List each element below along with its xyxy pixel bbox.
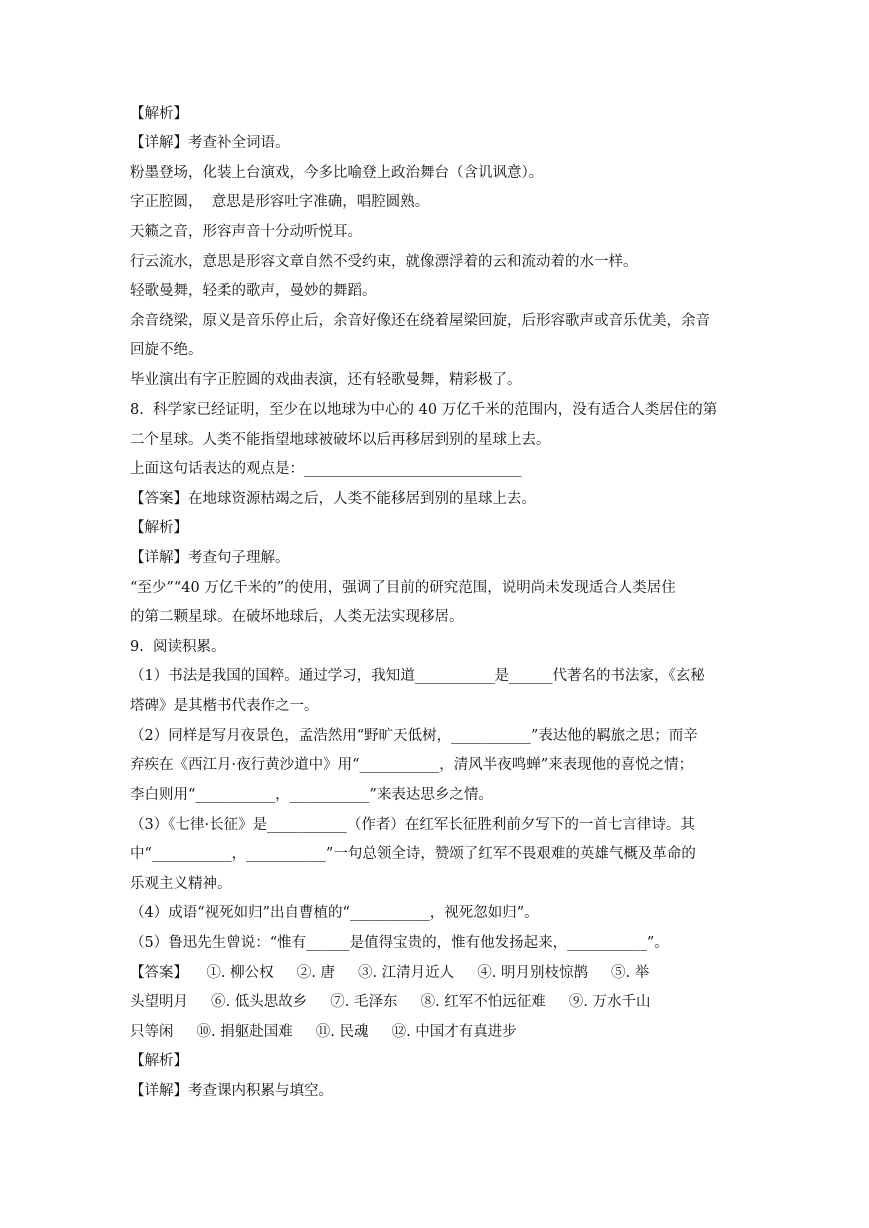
text-line: 乐观主义精神。	[130, 876, 232, 892]
text-line: 轻歌曼舞，轻柔的歌声，曼妙的舞蹈。	[130, 283, 377, 299]
text-line: 李白则用“___________，___________”来表达思乡之情。	[130, 787, 493, 803]
text-line: 只等闲 ⑩. 捐躯赴国难 ⑪. 民魂 ⑫. 中国才有真进步	[130, 1024, 517, 1040]
text-line: 【解析】	[130, 520, 188, 536]
text-line: （2）同样是写月夜景色，孟浩然用“野旷天低树，___________”表达他的羁旅之思；而辛	[130, 728, 698, 744]
text-line: 【答案】 ①. 柳公权 ②. 唐 ③. 江清月近人 ④. 明月别枝惊鹊 ⑤. 举	[130, 965, 650, 981]
text-line: （5）鲁迅先生曾说：“惟有______是值得宝贵的，惟有他发扬起来，___________”。	[130, 935, 669, 951]
text-line: 【答案】在地球资源枯竭之后，人类不能移居到别的星球上去。	[130, 491, 536, 507]
text-line: 行云流水，意思是形容文章自然不受约束，就像漂浮着的云和流动着的水一样。	[130, 254, 638, 270]
text-line: 粉墨登场，化装上台演戏，今多比喻登上政治舞台（含讥讽意）。	[130, 165, 544, 181]
text-line: 中“___________，___________”一句总领全诗，赞颂了红军不畏艰难的英雄气概及革命的	[130, 846, 696, 862]
text-line: 二个星球。人类不能指望地球被破坏以后再移居到别的星球上去。	[130, 432, 551, 448]
text-line: 余音绕梁，原义是音乐停止后，余音好像还在绕着屋梁回旋，后形容歌声或音乐优美，余音	[130, 313, 710, 329]
text-line: 上面这句话表达的观点是：______________________________	[130, 461, 522, 477]
text-line: 【详解】考查课内积累与填空。	[130, 1083, 333, 1099]
text-line: 9. 阅读积累。	[130, 639, 226, 655]
text-line: 弃疾在《西江月·夜行黄沙道中》用“___________，清风半夜鸣蝉”来表现他的喜悦之情；	[130, 757, 694, 773]
text-line: （3）《七律·长征》是___________（作者）在红军长征胜利前夕写下的一首七言律诗。其	[130, 817, 695, 833]
text-line: 回旋不绝。	[130, 342, 203, 358]
text-line: 【详解】考查补全词语。	[130, 135, 290, 151]
text-line: 8. 科学家已经证明，至少在以地球为中心的 40 万亿千米的范围内，没有适合人类居住的第	[130, 402, 718, 418]
text-line: 天籁之音，形容声音十分动听悦耳。	[130, 224, 362, 240]
text-line: 【解析】	[130, 106, 188, 122]
text-line: （4）成语“视死如归”出自曹植的“___________，视死忽如归”。	[130, 905, 539, 921]
text-line: 毕业演出有字正腔圆的戏曲表演，还有轻歌曼舞，精彩极了。	[130, 372, 522, 388]
text-line: 【详解】考查句子理解。	[130, 550, 290, 566]
text-line: 【解析】	[130, 1053, 188, 1069]
text-line: 头望明月 ⑥. 低头思故乡 ⑦. 毛泽东 ⑧. 红军不怕远征难 ⑨. 万水千山	[130, 994, 651, 1010]
text-line: “至少”“40 万亿千米的”的使用，强调了目前的研究范围，说明尚未发现适合人类居住	[130, 580, 676, 596]
text-line: 字正腔圆， 意思是形容吐字准确，唱腔圆熟。	[130, 194, 430, 210]
text-line: （1）书法是我国的国粹。通过学习，我知道___________是______代著名的书法家，《玄秘	[130, 668, 705, 684]
text-line: 的第二颗星球。在破坏地球后，人类无法实现移居。	[130, 609, 464, 625]
text-line: 塔碑》是其楷书代表作之一。	[130, 698, 319, 714]
